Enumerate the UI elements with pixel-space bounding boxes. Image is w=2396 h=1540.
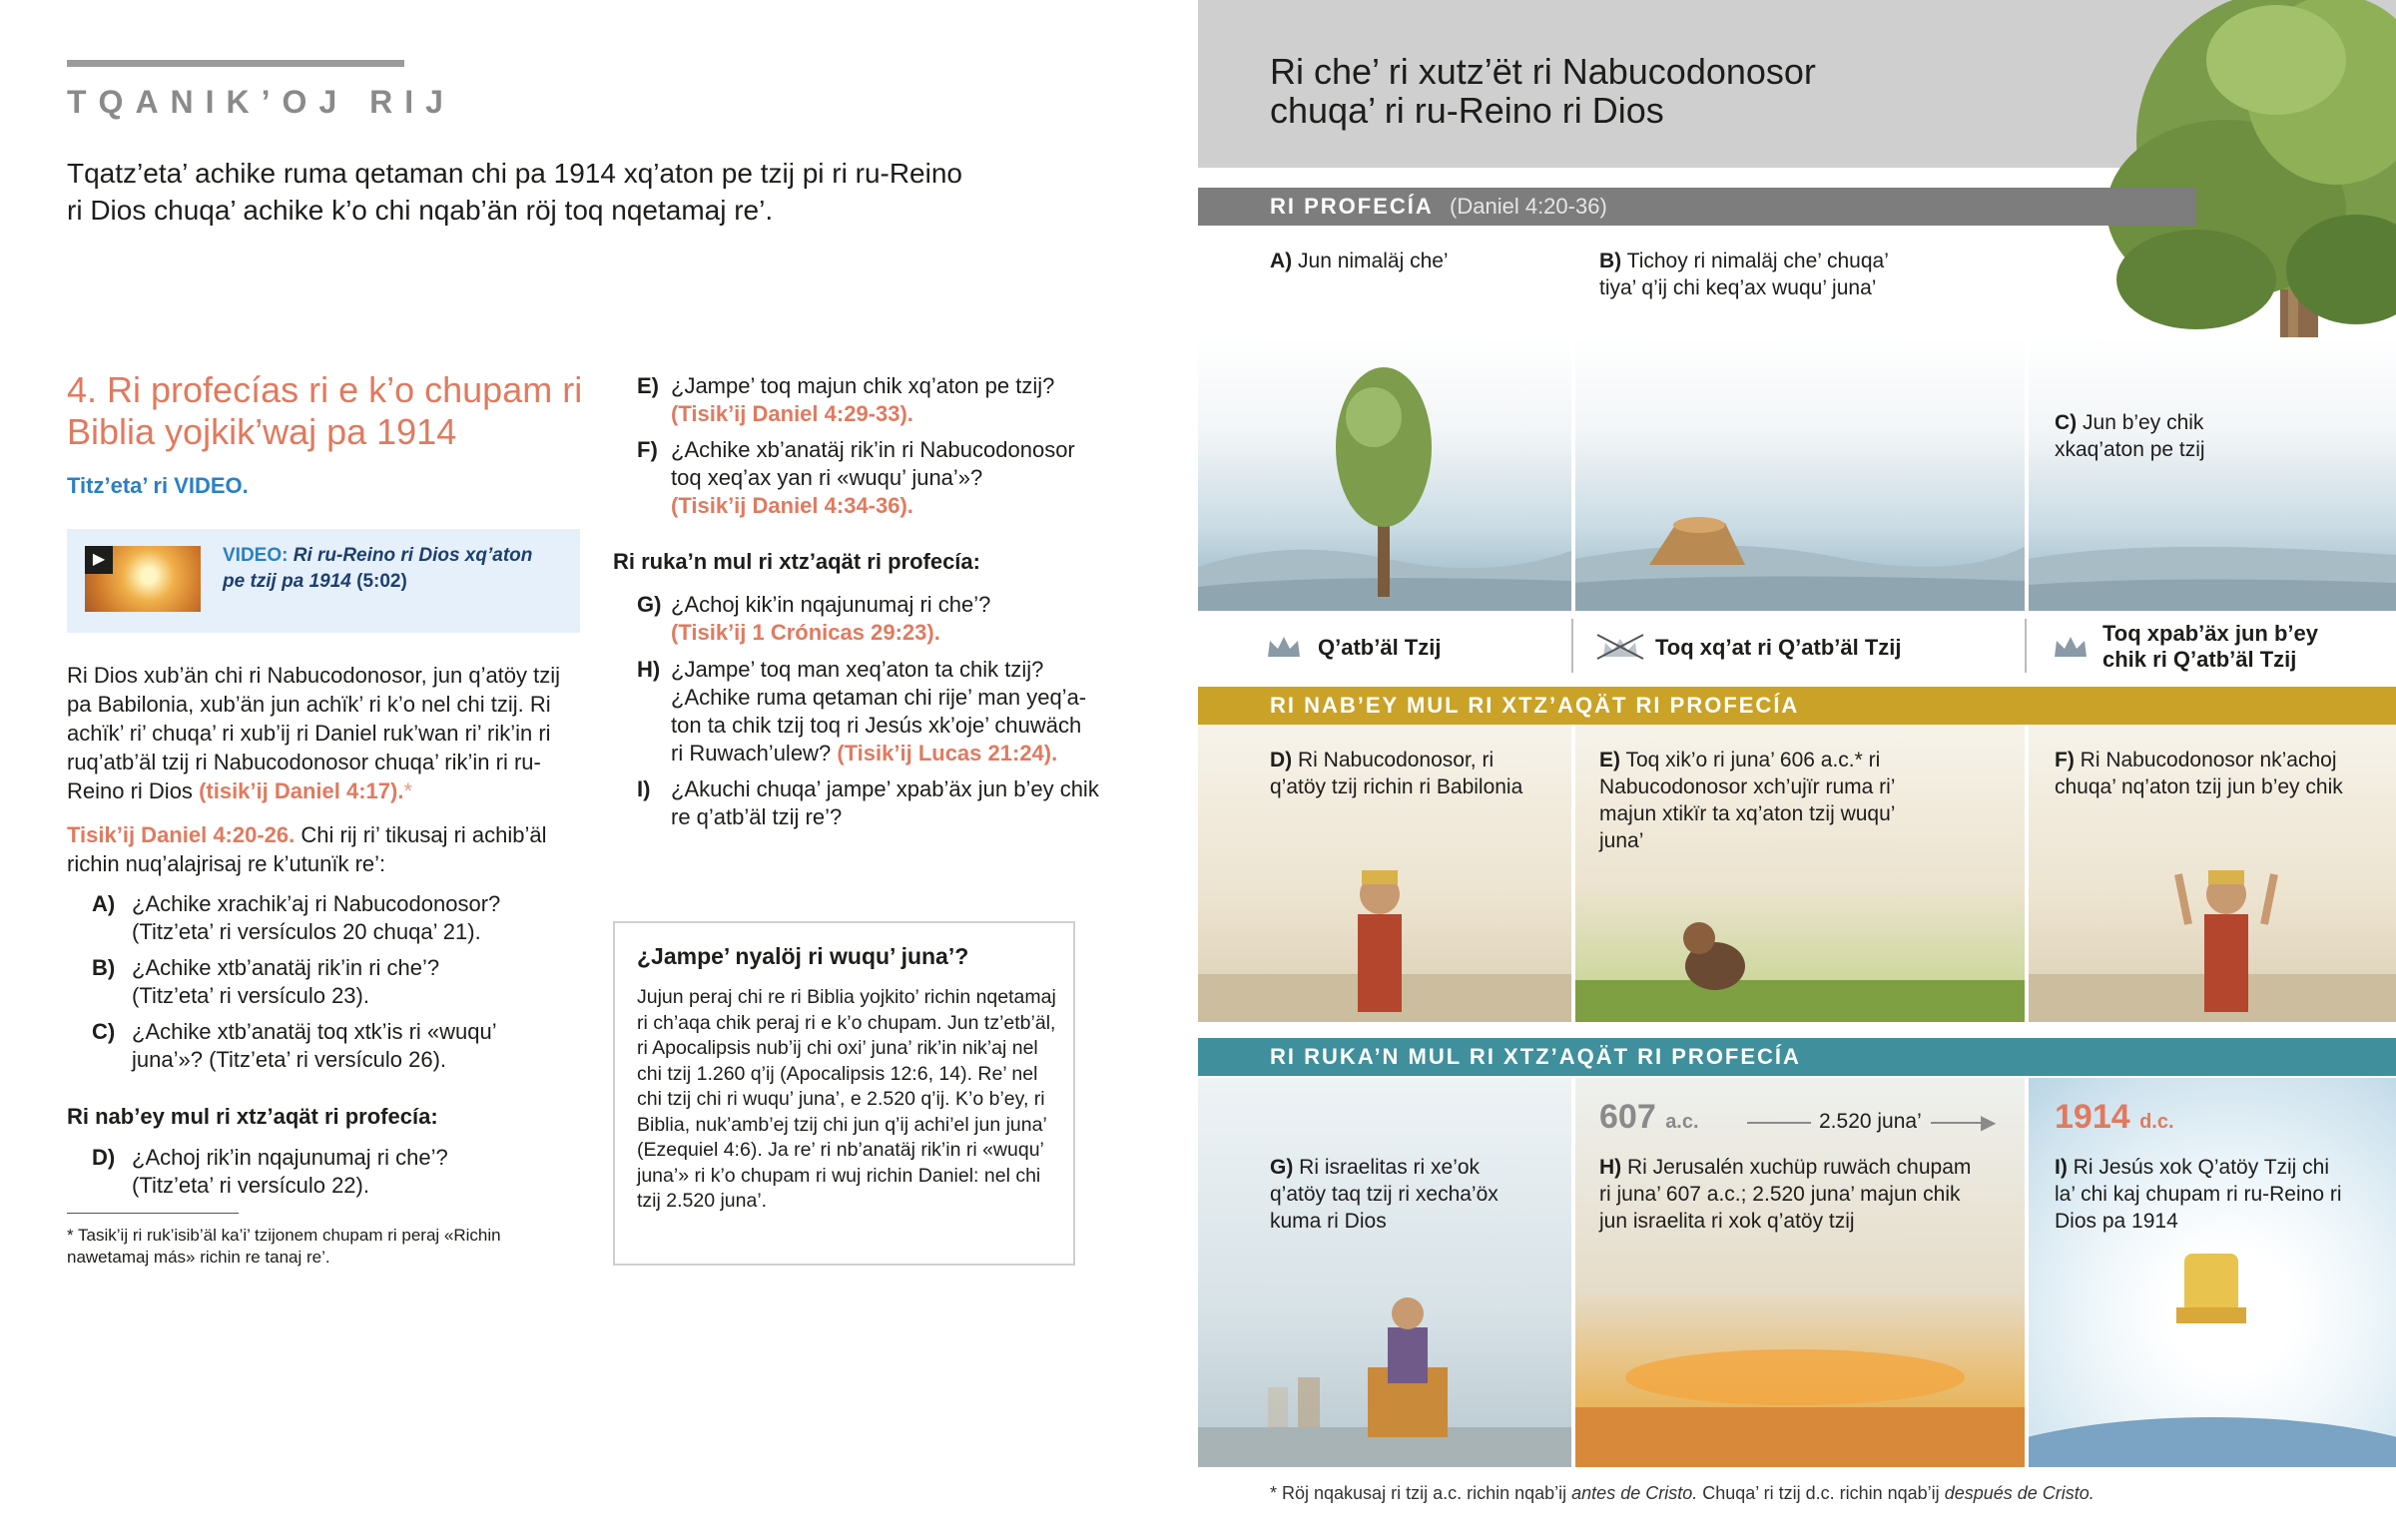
question-text: ¿Achoj kik’in nqajunumaj ri che’? (671, 592, 991, 617)
label-letter: A) (1270, 250, 1293, 272)
band-first-fulfillment (1198, 687, 2396, 725)
title-line: Ri che’ ri xutz’ët ri Nabucodonosor (1270, 51, 1816, 92)
divider (2025, 619, 2027, 673)
crown-icon (1266, 635, 1302, 659)
label-e (1599, 747, 1899, 854)
divider (1571, 619, 1573, 673)
question-d (92, 1144, 521, 1200)
question-line: re q’atb’äl tzij re’? (671, 804, 843, 829)
label-letter: H) (1599, 1156, 1622, 1179)
label-letter: D) (1270, 749, 1293, 771)
video-label: VIDEO: (223, 545, 289, 566)
timeline-line (1747, 1122, 1811, 1124)
body-paragraph (67, 661, 584, 805)
video-card[interactable] (67, 529, 580, 633)
year-suffix: d.c. (2139, 1111, 2174, 1133)
section-kicker: TQANIK’OJ RIJ (67, 84, 455, 120)
scripture-link[interactable]: Tisik’ij Daniel 4:20-26. (67, 822, 296, 847)
footnote-italic: después de Cristo. (1944, 1483, 2095, 1503)
band-label: RI RUKA’N MUL RI XTZ’AQÄT RI PROFECÍA (1270, 1044, 1801, 1069)
year-number: 1914 (2055, 1098, 2130, 1136)
question-note: (Titz’eta’ ri versículo 22). (132, 1173, 369, 1198)
infographic-footnote (1270, 1483, 2095, 1504)
question-a (92, 890, 521, 946)
band-prophecy (1198, 188, 2196, 226)
question-text: ¿Achike xb’anatäj rik’in ri Nabucodonosor (671, 437, 1075, 462)
question-i (637, 775, 1136, 831)
question-text: ¿Jampe’ toq majun chik xq’aton pe tzij? (671, 373, 1055, 398)
question-text: ¿Achoj rik’in nqajunumaj ri che’? (132, 1145, 448, 1170)
label-c (2055, 409, 2254, 463)
label-letter: I) (2055, 1156, 2068, 1179)
label-text: Jun nimaläj che’ (1298, 250, 1449, 272)
years-span: 2.520 juna’ (1819, 1110, 1922, 1133)
lesson-title: 4. Ri profecías ri e k’o chupam ri Biblia yojkik’waj pa 1914 (67, 369, 583, 452)
footnote-rule (67, 1213, 239, 1214)
label-text: Jun b’ey chik xkaq’aton pe tzij (2055, 411, 2205, 461)
crossed-crown-icon (1595, 633, 1645, 661)
question-h (637, 656, 1136, 768)
question-text: ¿Achike xtb’anatäj rik’in ri che’? (132, 955, 440, 980)
question-note: (Titz’eta’ ri versículo 23). (132, 983, 369, 1008)
video-caption[interactable] (223, 543, 552, 595)
label-text: Ri Jesús xok Q’atöy Tzij chi la’ chi kaj chupam ri ru-Reino ri Dios pa 1914 (2055, 1156, 2342, 1233)
label-h (1599, 1154, 1979, 1235)
label-text: Ri Nabucodonosor, ri q’atöy tzij richin ri Babilonia (1270, 749, 1523, 798)
subhead-first-fulfillment: Ri nab’ey mul ri xtz’aqät ri profecía: (67, 1104, 438, 1129)
crown-icon (2053, 635, 2089, 659)
scene-stump (1575, 337, 2025, 611)
question-letter: F) (637, 437, 658, 462)
subhead-second-fulfillment: Ri ruka’n mul ri xtz’aqät ri profecía: (613, 549, 980, 574)
question-e (637, 372, 1136, 428)
band-label: RI PROFECÍA (1270, 194, 1434, 219)
band-ref[interactable]: (Daniel 4:20-36) (1450, 194, 1607, 219)
label-i (2055, 1154, 2344, 1235)
question-b (92, 954, 521, 1010)
question-note: juna’»? (Titz’eta’ ri versículo 26). (132, 1047, 447, 1072)
caption-kingdom-restored: Toq xpab’äx jun b’ey chik ri Q’atb’äl Tzij (2102, 621, 2318, 672)
caption-kingdom: Q’atb’äl Tzij (1318, 635, 1442, 660)
question-text: ¿Achike xtb’anatäj toq xtk’is ri «wuqu’ (132, 1019, 497, 1044)
video-thumbnail[interactable] (85, 546, 201, 612)
scripture-link[interactable]: (Tisik’ij Daniel 4:29-33). (671, 401, 913, 426)
label-text: Ri Jerusalén xuchüp ruwäch chupam ri juna’ 607 a.c.; 2.520 juna’ majun chik jun israelita ri xok q’atöy tzij (1599, 1156, 1972, 1233)
read-instruction (67, 820, 584, 878)
arrow-right-icon: ▶ (1981, 1112, 1997, 1134)
infographic-title (1270, 52, 1889, 130)
box-heading: ¿Jampe’ nyalöj ri wuqu’ juna’? (637, 943, 969, 969)
question-letter: E) (637, 373, 659, 398)
band-second-fulfillment (1198, 1038, 2396, 1076)
label-f (2055, 747, 2344, 800)
question-text: ¿Achike xrachik’aj ri Nabucodonosor? (132, 891, 501, 916)
question-letter: H) (637, 657, 661, 682)
box-text: Jujun peraj chi re ri Biblia yojkito’ richin nqetamaj ri ch’aqa chik peraj ri e k’o chupam. Jun tz’etb’äl, ri Apocalipsis nub’ij chi oxi’ juna’ rik’in nik’aj nel chi tzij 1.260 q’ij (Apocalipsis 12:6, 14). Re’ nel chi tzij chi ri wuqu’ juna’, e 2.520 q’ij. K’o b’ey, ri Biblia, nuk’amb’ej tzij chi jun q’ij achi’el jun juna’ (Ezequiel 4:6). Ja re’ ri nb’anatäj rik’in ri «wuqu’ juna’» ri k’o chupam ri wuj richin Daniel: nel chi tzij 2.520 juna’. (637, 986, 1056, 1212)
scene-tree (1198, 337, 1571, 611)
label-d (1270, 747, 1549, 800)
label-text: Tichoy ri nimaläj che’ chuqa’ tiya’ q’ij chi keq’ax wuqu’ juna’ (1599, 250, 1889, 299)
question-letter: C) (92, 1019, 116, 1044)
label-letter: G) (1270, 1156, 1294, 1179)
year-suffix: a.c. (1665, 1111, 1699, 1133)
video-title[interactable]: Ri ru-Reino ri Dios xq’aton pe tzij pa 1914 (223, 545, 533, 592)
question-letter: I) (637, 776, 651, 801)
question-text: ¿Jampe’ toq man xeq’aton ta chik tzij? (671, 657, 1044, 682)
video-duration: (5:02) (356, 571, 407, 592)
scene-israelite-kings (1198, 1078, 1571, 1467)
footnote-italic: antes de Cristo. (1571, 1483, 1698, 1503)
watch-video-label: Titz’eta’ ri VIDEO. (67, 473, 249, 498)
year-607 (1599, 1098, 1699, 1137)
label-letter: F) (2055, 749, 2075, 771)
label-letter: C) (2055, 411, 2078, 434)
timeline-line (1931, 1122, 1985, 1124)
title-line: chuqa’ ri ru-Reino ri Dios (1270, 90, 1664, 131)
caption-kingdom-fallen: Toq xq’at ri Q’atb’äl Tzij (1655, 635, 1902, 660)
question-letter: A) (92, 891, 116, 916)
footnote: * Tasik’ij ri ruk’isib’äl ka’i’ tzijonem chupam ri peraj «Richin nawetamaj más» richin re tanaj re’. (67, 1226, 501, 1267)
question-extra: toq xeq’ax yan ri «wuqu’ juna’»? (671, 465, 983, 490)
question-f (637, 436, 1136, 520)
label-text: Toq xik’o ri juna’ 606 a.c.* ri Nabucodonosor xch’ujïr ruma ri’ majun xtikïr ta xq’aton tzij wuqu’ juna’ (1599, 749, 1895, 852)
scene-regrown (2029, 337, 2396, 611)
scripture-link[interactable]: (tisik’ij Daniel 4:17). (199, 778, 404, 803)
question-g (637, 591, 1136, 647)
sidebar-box (613, 921, 1075, 1266)
question-letter: B) (92, 955, 116, 980)
paragraph-text: Ri Dios xub’än chi ri Nabucodonosor, jun q’atöy tzij pa Babilonia, xub’än jun achïk’ ri k’o nel chi tzij. Ri achïk’ ri’ chuqa’ ri xub’ij ri Daniel ruk’wan ri’ rik’in ri ruq’atb’äl tzij ri Nabucodonosor chuqa’ rik’in ri ru-Reino ri Dios (67, 663, 561, 803)
label-letter: E) (1599, 749, 1620, 771)
question-letter: G) (637, 592, 662, 617)
footnote-text: * Röj nqakusaj ri tzij a.c. richin nqab’ij (1270, 1483, 1567, 1503)
header-rule (67, 60, 404, 67)
question-line: ton ta chik tzij toq ri Jesús xk’oje’ chuwäch (671, 713, 1082, 738)
read-text: Chi rij ri’ tikusaj ri achib’äl richin nuq’alajrisaj re k’utunïk re’: (67, 822, 547, 876)
label-a (1270, 248, 1569, 274)
question-note: (Titz’eta’ ri versículos 20 chuqa’ 21). (132, 919, 481, 944)
band-label: RI NAB’EY MUL RI XTZ’AQÄT RI PROFECÍA (1270, 693, 1800, 718)
scripture-link[interactable]: (Tisik’ij Lucas 21:24). (837, 741, 1058, 766)
label-b (1599, 248, 1899, 301)
scripture-link[interactable]: (Tisik’ij Daniel 4:34-36). (671, 493, 913, 518)
intro-text: Tqatz’eta’ achike ruma qetaman chi pa 1914 xq’aton pe tzij pi ri ru-Reino ri Dios chuqa’ achike k’o chi nqab’än röj toq nqetamaj re’. (67, 158, 962, 226)
year-number: 607 (1599, 1098, 1656, 1136)
footnote-marker[interactable]: * (403, 778, 413, 803)
scripture-link[interactable]: (Tisik’ij 1 Crónicas 29:23). (671, 620, 940, 645)
year-1914 (2055, 1098, 2174, 1137)
question-line: ¿Achike ruma qetaman chi rije’ man yeq’a- (671, 685, 1087, 710)
question-text: ¿Akuchi chuqa’ jampe’ xpab’äx jun b’ey chik (671, 776, 1099, 801)
question-letter: D) (92, 1145, 116, 1170)
question-c (92, 1018, 521, 1074)
label-g (1270, 1154, 1539, 1235)
label-letter: B) (1599, 250, 1622, 272)
label-text: Ri Nabucodonosor nk’achoj chuqa’ nq’aton tzij jun b’ey chik (2055, 749, 2343, 798)
footnote-text: Chuqa’ ri tzij d.c. richin nqab’ij (1702, 1483, 1940, 1503)
play-icon[interactable]: ▶ (85, 546, 113, 574)
question-line: ri Ruwach’ulew? (671, 741, 832, 766)
label-text: Ri israelitas ri xe’ok q’atöy taq tzij ri xecha’öx kuma ri Dios (1270, 1156, 1498, 1233)
